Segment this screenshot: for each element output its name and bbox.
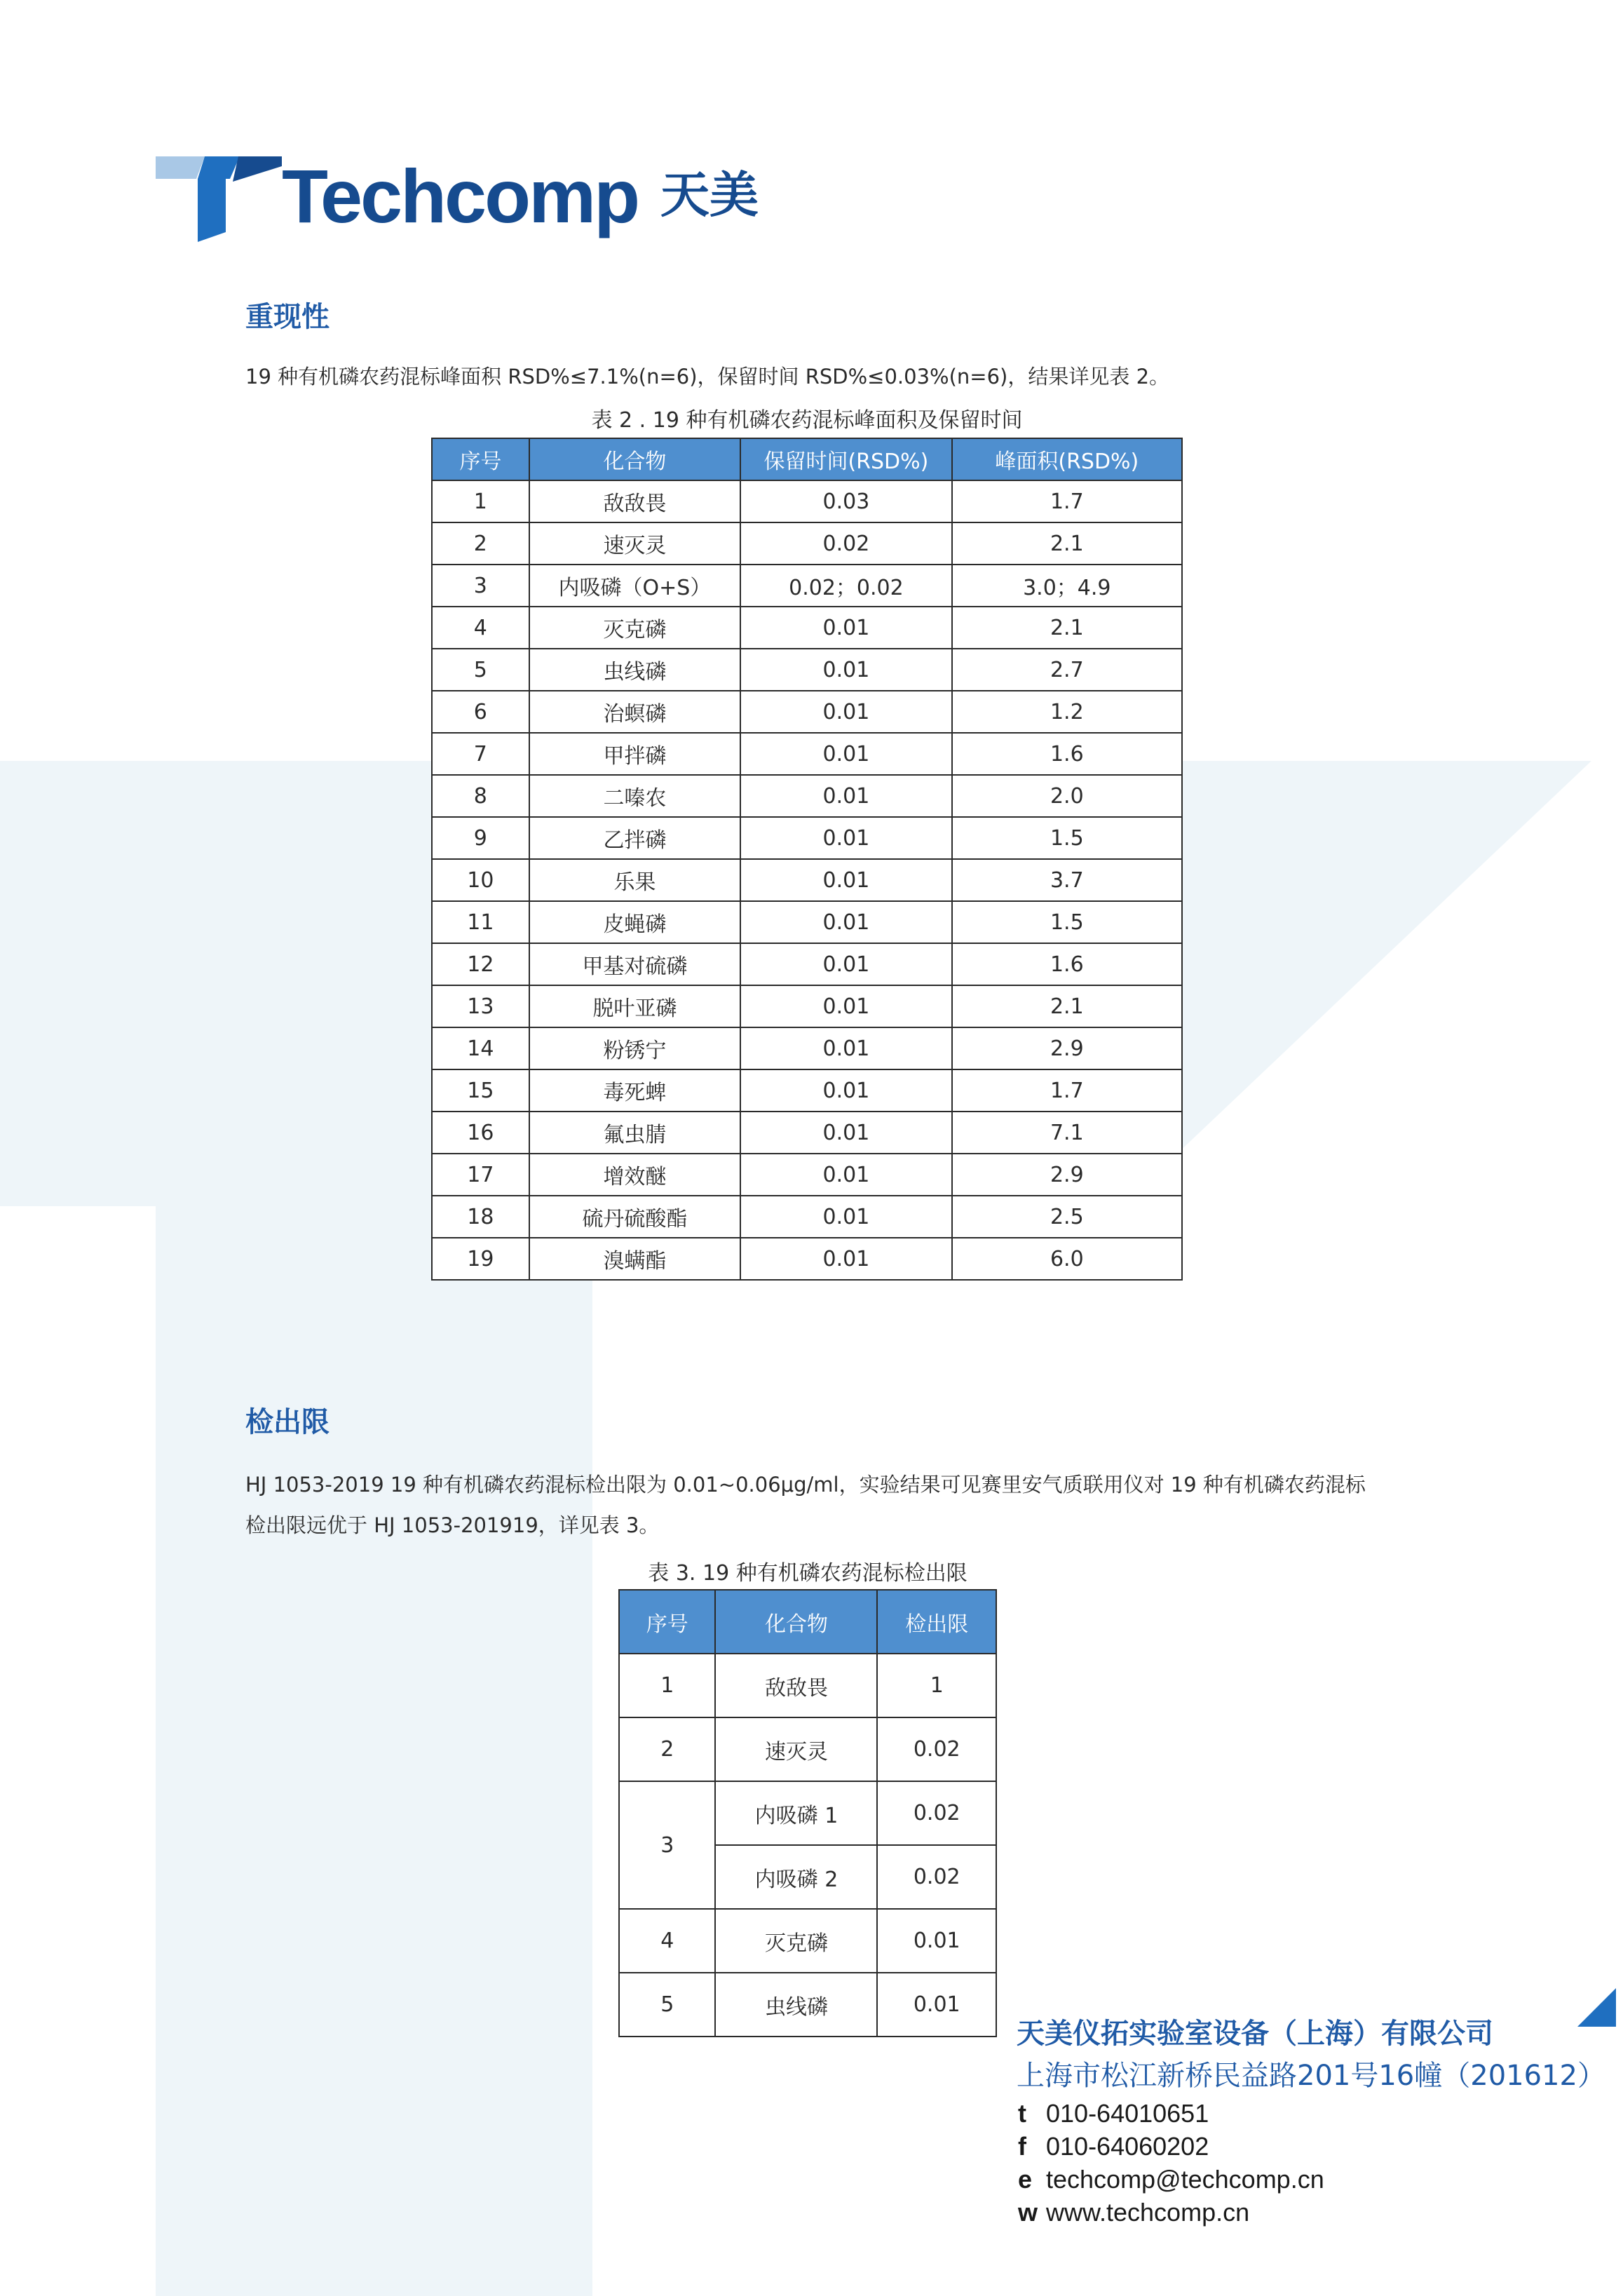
reproducibility-paragraph: 19 种有机磷农药混标峰面积 RSD%≤7.1%(n=6)，保留时间 RSD%≤0.03%(n=6)，结果详见表 2。 — [245, 365, 1170, 389]
fax-label: f — [1018, 2132, 1026, 2161]
table-row — [432, 943, 1182, 985]
section-title-detection-limit: 检出限 — [245, 1406, 330, 1438]
cell-no: 7 — [432, 733, 529, 775]
cell-no: 9 — [432, 817, 529, 859]
cell-retention-rsd: 0.01 — [740, 775, 951, 817]
cell-compound: 敌敌畏 — [715, 1654, 877, 1717]
table-row — [432, 1196, 1182, 1238]
cell-limit: 0.02 — [877, 1717, 996, 1781]
cell-compound: 粉锈宁 — [529, 1027, 740, 1069]
table-row — [432, 1027, 1182, 1069]
cell-no: 19 — [432, 1238, 529, 1280]
cell-compound: 甲拌磷 — [529, 733, 740, 775]
cell-compound: 速灭灵 — [715, 1717, 877, 1781]
cell-limit: 0.01 — [877, 1909, 996, 1973]
cell-compound: 灭克磷 — [529, 607, 740, 649]
cell-limit: 1 — [877, 1654, 996, 1717]
detection-limit-paragraph-line1: HJ 1053-2019 19 种有机磷农药混标检出限为 0.01~0.06μg/ml，实验结果可见赛里安气质联用仪对 19 种有机磷农药混标 — [245, 1473, 1366, 1497]
cell-retention-rsd: 0.02 — [740, 522, 951, 565]
techcomp-logo — [156, 151, 773, 242]
cell-no: 1 — [432, 480, 529, 522]
col-header-compound: 化合物 — [529, 438, 740, 480]
company-name: 天美仪拓实验室设备（上海）有限公司 — [1017, 2018, 1493, 2050]
cell-retention-rsd: 0.01 — [740, 691, 951, 733]
cell-no: 2 — [619, 1717, 715, 1781]
cell-retention-rsd: 0.01 — [740, 1196, 951, 1238]
cell-compound: 乙拌磷 — [529, 817, 740, 859]
cell-compound: 内吸磷 1 — [715, 1781, 877, 1845]
logo-mark-icon — [156, 151, 282, 242]
cell-compound: 虫线磷 — [715, 1973, 877, 2037]
table-row — [432, 522, 1182, 565]
cell-compound: 治螟磷 — [529, 691, 740, 733]
cell-compound: 脱叶亚磷 — [529, 985, 740, 1027]
table-row — [432, 1069, 1182, 1112]
cell-area-rsd: 2.1 — [952, 522, 1182, 565]
cell-compound: 内吸磷 2 — [715, 1845, 877, 1909]
web-label: w — [1018, 2198, 1038, 2227]
cell-retention-rsd: 0.01 — [740, 1154, 951, 1196]
section-title-reproducibility: 重现性 — [245, 301, 330, 333]
cell-area-rsd: 2.1 — [952, 985, 1182, 1027]
table-header-row — [432, 438, 1182, 480]
col-header-no: 序号 — [619, 1590, 715, 1654]
cell-area-rsd: 1.2 — [952, 691, 1182, 733]
cell-limit: 0.02 — [877, 1781, 996, 1845]
cell-retention-rsd: 0.02；0.02 — [740, 565, 951, 607]
contact-tel — [1018, 2099, 1209, 2128]
table-row — [432, 859, 1182, 901]
col-header-no: 序号 — [432, 438, 529, 480]
cell-area-rsd: 2.9 — [952, 1154, 1182, 1196]
cell-retention-rsd: 0.01 — [740, 1027, 951, 1069]
logo-wordmark: Techcomp — [282, 154, 639, 238]
cell-retention-rsd: 0.01 — [740, 943, 951, 985]
company-address: 上海市松江新桥民益路201号16幢（201612） — [1017, 2060, 1605, 2092]
cell-compound: 二嗪农 — [529, 775, 740, 817]
cell-no: 3 — [619, 1781, 715, 1909]
cell-compound: 溴螨酯 — [529, 1238, 740, 1280]
website-link[interactable]: www.techcomp.cn — [1046, 2198, 1250, 2227]
cell-area-rsd: 1.5 — [952, 901, 1182, 943]
table-row — [619, 1973, 996, 2037]
cell-no: 18 — [432, 1196, 529, 1238]
cell-compound: 皮蝇磷 — [529, 901, 740, 943]
cell-no: 5 — [432, 649, 529, 691]
cell-compound: 内吸磷（O+S） — [529, 565, 740, 607]
table-row — [432, 985, 1182, 1027]
table-row — [619, 1781, 996, 1845]
email-link[interactable]: techcomp@techcomp.cn — [1046, 2165, 1324, 2194]
cell-area-rsd: 2.5 — [952, 1196, 1182, 1238]
cell-no: 4 — [432, 607, 529, 649]
table-row — [432, 1112, 1182, 1154]
cell-compound: 氟虫腈 — [529, 1112, 740, 1154]
cell-compound: 硫丹硫酸酯 — [529, 1196, 740, 1238]
col-header-area-rsd: 峰面积(RSD%) — [952, 438, 1182, 480]
table-row — [432, 817, 1182, 859]
cell-area-rsd: 2.7 — [952, 649, 1182, 691]
cell-compound: 毒死蜱 — [529, 1069, 740, 1112]
table-row — [432, 733, 1182, 775]
col-header-compound: 化合物 — [715, 1590, 877, 1654]
cell-area-rsd: 1.7 — [952, 1069, 1182, 1112]
tel-label: t — [1018, 2099, 1026, 2128]
cell-no: 5 — [619, 1973, 715, 2037]
cell-no: 17 — [432, 1154, 529, 1196]
table-row — [432, 1154, 1182, 1196]
cell-retention-rsd: 0.01 — [740, 901, 951, 943]
contact-web — [1018, 2198, 1249, 2227]
cell-retention-rsd: 0.01 — [740, 1112, 951, 1154]
cell-compound: 虫线磷 — [529, 649, 740, 691]
cell-retention-rsd: 0.01 — [740, 733, 951, 775]
cell-compound: 乐果 — [529, 859, 740, 901]
cell-compound: 甲基对硫磷 — [529, 943, 740, 985]
table-row — [619, 1717, 996, 1781]
col-header-limit: 检出限 — [877, 1590, 996, 1654]
cell-no: 15 — [432, 1069, 529, 1112]
cell-retention-rsd: 0.01 — [740, 1238, 951, 1280]
table3-detection-limit — [618, 1589, 997, 2037]
table-row — [432, 775, 1182, 817]
table-row — [432, 480, 1182, 522]
table-header-row — [619, 1590, 996, 1654]
email-label: e — [1018, 2165, 1033, 2194]
table-row — [619, 1909, 996, 1973]
background-band-lower — [156, 1206, 592, 2296]
cell-no: 13 — [432, 985, 529, 1027]
table-row — [432, 649, 1182, 691]
cell-compound: 速灭灵 — [529, 522, 740, 565]
table2-reproducibility — [431, 438, 1183, 1281]
cell-no: 2 — [432, 522, 529, 565]
cell-retention-rsd: 0.01 — [740, 817, 951, 859]
contact-fax — [1018, 2132, 1209, 2161]
table-row — [432, 565, 1182, 607]
contact-email — [1018, 2165, 1324, 2194]
cell-area-rsd: 2.1 — [952, 607, 1182, 649]
table-row — [432, 691, 1182, 733]
logo-chinese-name: 天美 — [660, 166, 759, 224]
cell-compound: 敌敌畏 — [529, 480, 740, 522]
cell-area-rsd: 2.0 — [952, 775, 1182, 817]
table-row — [432, 901, 1182, 943]
cell-area-rsd: 3.0；4.9 — [952, 565, 1182, 607]
cell-retention-rsd: 0.01 — [740, 649, 951, 691]
cell-no: 4 — [619, 1909, 715, 1973]
cell-no: 16 — [432, 1112, 529, 1154]
cell-area-rsd: 7.1 — [952, 1112, 1182, 1154]
cell-retention-rsd: 0.01 — [740, 859, 951, 901]
cell-compound: 灭克磷 — [715, 1909, 877, 1973]
cell-no: 3 — [432, 565, 529, 607]
table-row — [619, 1654, 996, 1717]
cell-no: 10 — [432, 859, 529, 901]
cell-limit: 0.01 — [877, 1973, 996, 2037]
cell-area-rsd: 2.9 — [952, 1027, 1182, 1069]
cell-area-rsd: 6.0 — [952, 1238, 1182, 1280]
cell-no: 11 — [432, 901, 529, 943]
cell-retention-rsd: 0.03 — [740, 480, 951, 522]
detection-limit-paragraph-line2: 检出限远优于 HJ 1053-201919，详见表 3。 — [245, 1513, 660, 1537]
table-row — [432, 607, 1182, 649]
cell-no: 6 — [432, 691, 529, 733]
cell-retention-rsd: 0.01 — [740, 607, 951, 649]
corner-triangle-icon — [1577, 1988, 1616, 2027]
cell-area-rsd: 3.7 — [952, 859, 1182, 901]
cell-compound: 增效醚 — [529, 1154, 740, 1196]
cell-no: 14 — [432, 1027, 529, 1069]
cell-retention-rsd: 0.01 — [740, 1069, 951, 1112]
cell-limit: 0.02 — [877, 1845, 996, 1909]
col-header-retention-rsd: 保留时间(RSD%) — [740, 438, 951, 480]
table2-caption: 表 2 . 19 种有机磷农药混标峰面积及保留时间 — [591, 408, 1023, 433]
cell-area-rsd: 1.5 — [952, 817, 1182, 859]
cell-area-rsd: 1.6 — [952, 943, 1182, 985]
table3-caption: 表 3. 19 种有机磷农药混标检出限 — [648, 1561, 967, 1586]
cell-area-rsd: 1.6 — [952, 733, 1182, 775]
cell-no: 8 — [432, 775, 529, 817]
cell-retention-rsd: 0.01 — [740, 985, 951, 1027]
table-row — [432, 1238, 1182, 1280]
cell-no: 1 — [619, 1654, 715, 1717]
cell-area-rsd: 1.7 — [952, 480, 1182, 522]
cell-no: 12 — [432, 943, 529, 985]
tel-value: 010-64010651 — [1046, 2099, 1209, 2128]
fax-value: 010-64060202 — [1046, 2132, 1209, 2161]
